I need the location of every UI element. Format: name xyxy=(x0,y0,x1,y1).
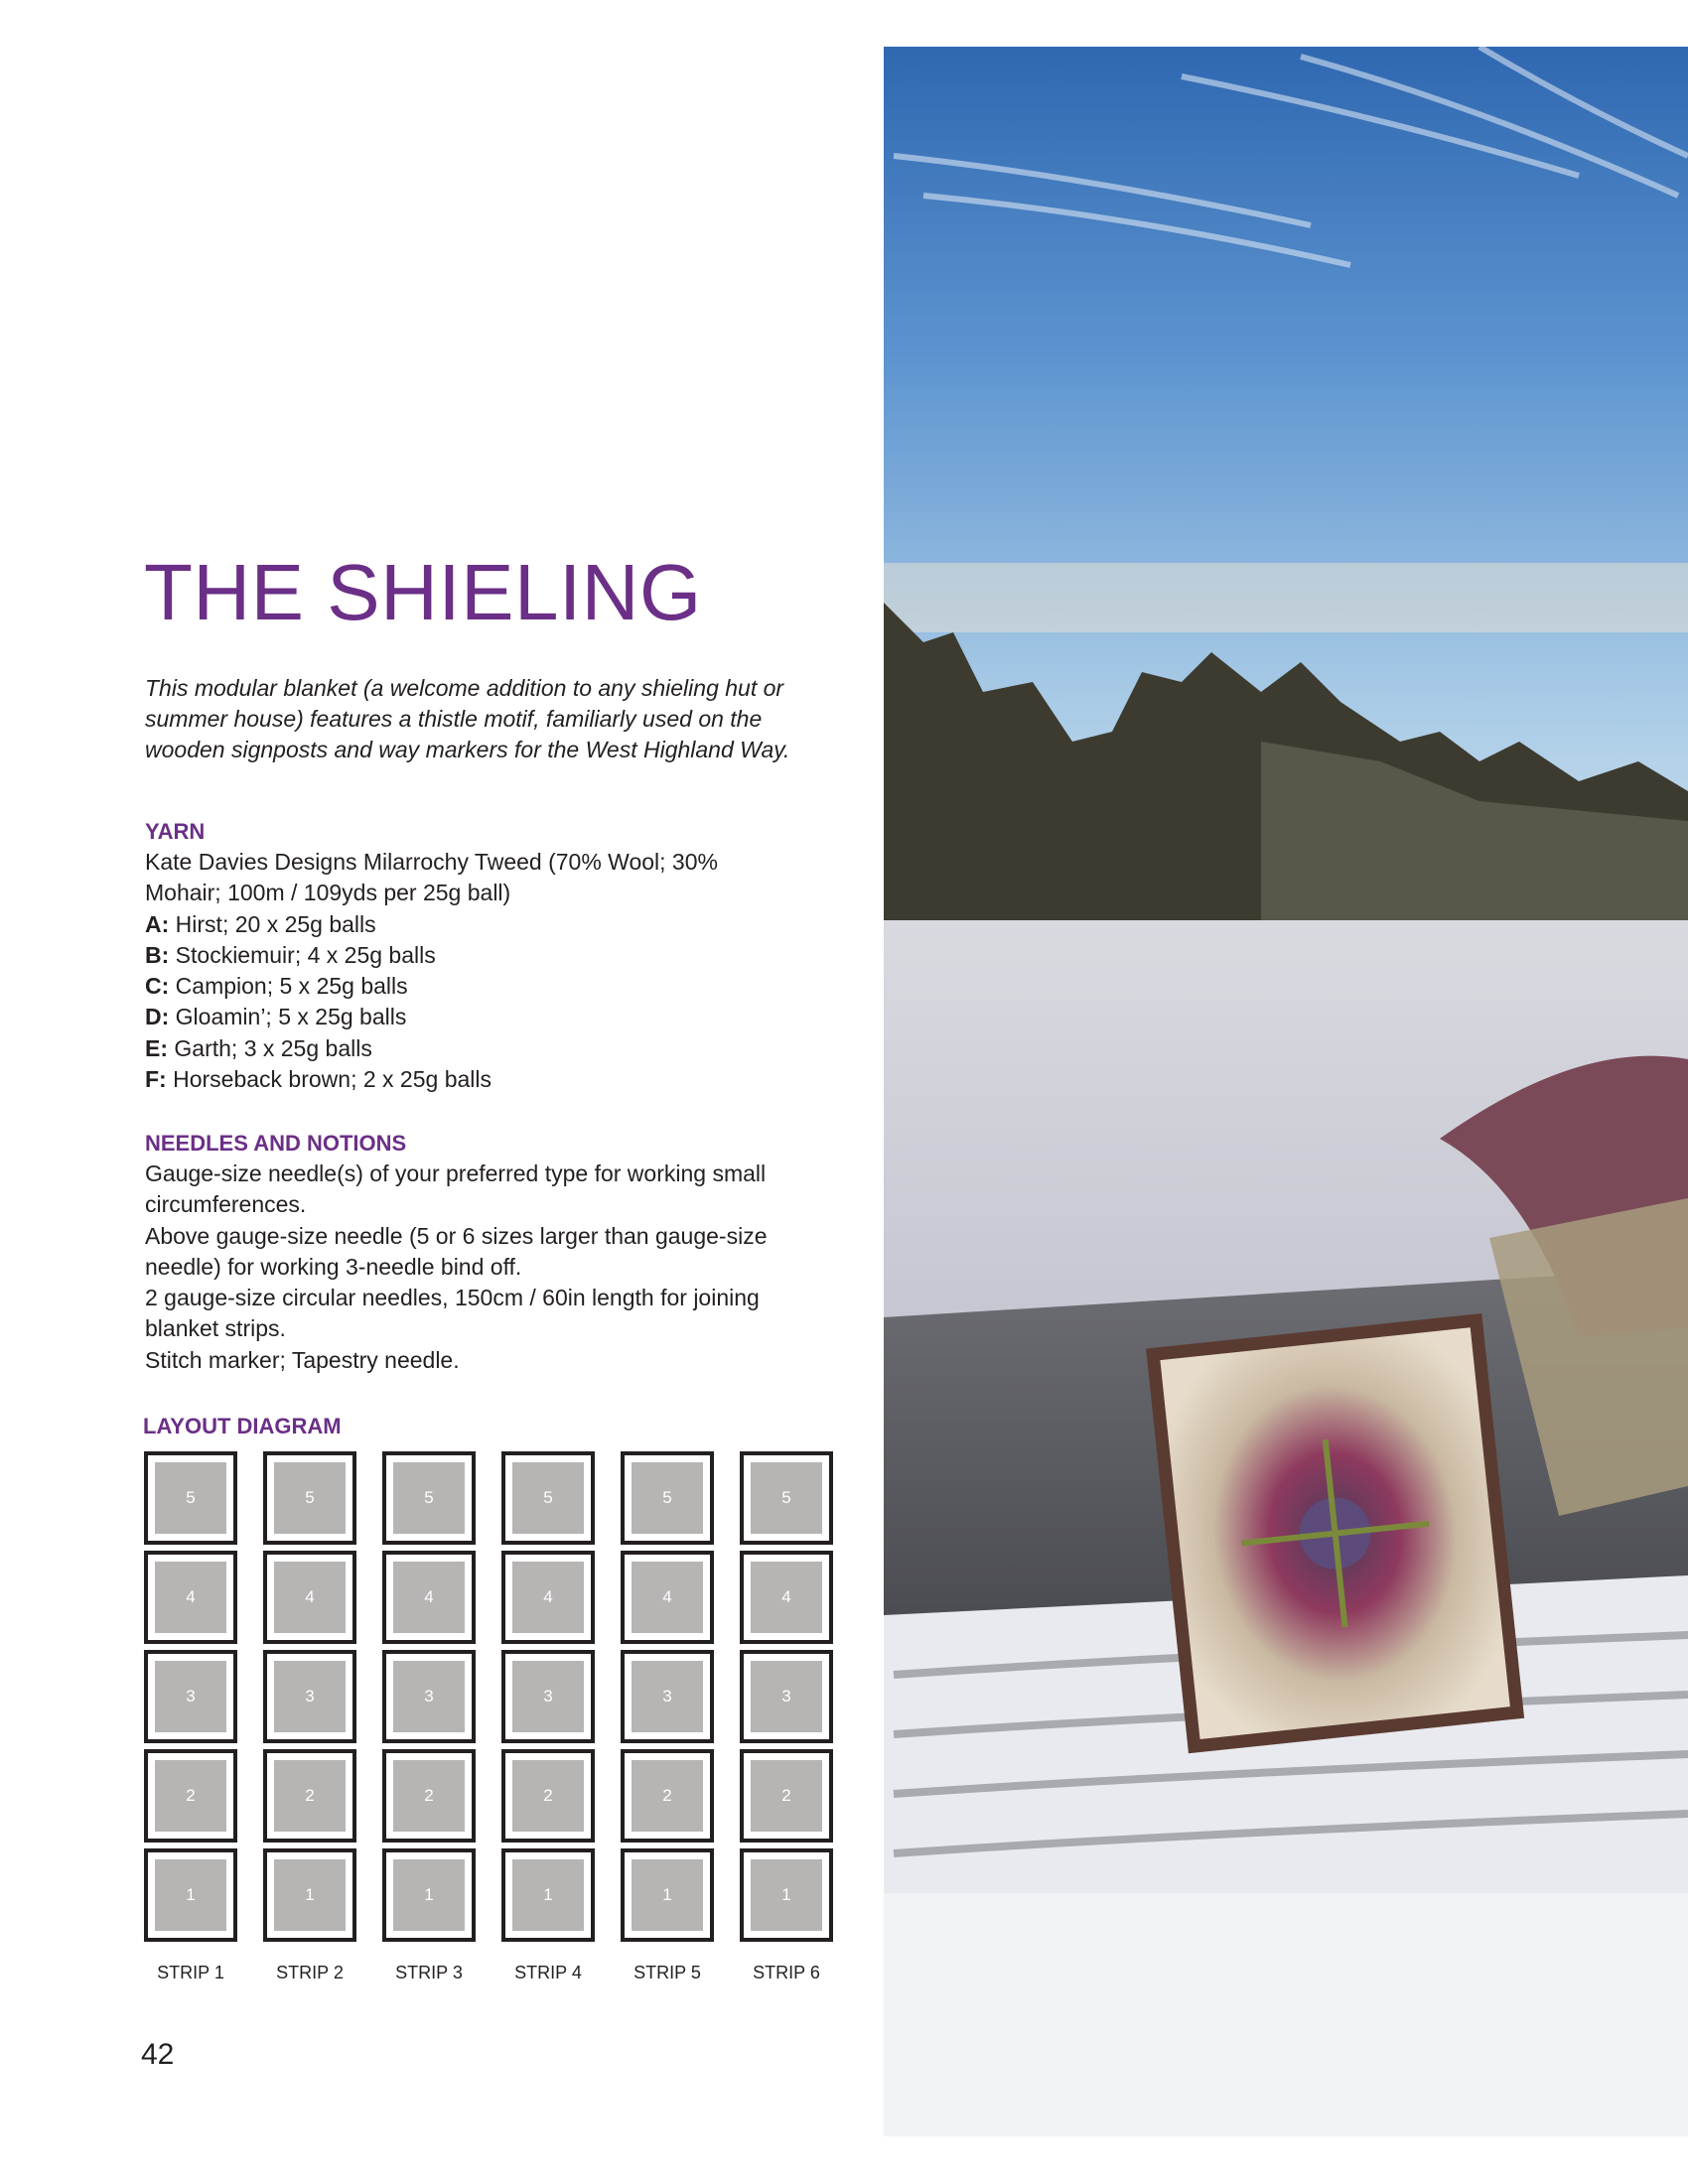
layout-diagram-heading: LAYOUT DIAGRAM xyxy=(143,1414,342,1438)
colour-text: Stockiemuir; 4 x 25g balls xyxy=(169,941,436,968)
diagram-square xyxy=(144,1749,237,1843)
colour-key: B: xyxy=(145,941,170,968)
colour-key: E: xyxy=(145,1034,168,1061)
diagram-square xyxy=(144,1451,237,1545)
diagram-square xyxy=(621,1848,714,1942)
page-title: THE SHIELING xyxy=(144,548,702,636)
colour-key: A: xyxy=(145,910,170,937)
needles-line: Stitch marker; Tapestry needle. xyxy=(145,1346,460,1373)
colour-key: F: xyxy=(145,1066,167,1093)
square-number: 4 xyxy=(632,1562,703,1633)
square-number: 3 xyxy=(393,1661,465,1732)
diagram-square xyxy=(740,1848,833,1942)
diagram-square xyxy=(263,1451,356,1545)
yarn-colour-f xyxy=(145,1064,840,1095)
yarn-heading: YARN xyxy=(145,819,206,844)
diagram-square xyxy=(501,1848,595,1942)
square-number: 1 xyxy=(274,1859,346,1931)
diagram-square xyxy=(382,1451,476,1545)
square-number: 5 xyxy=(155,1462,226,1534)
diagram-square xyxy=(621,1650,714,1743)
diagram-square xyxy=(501,1650,595,1743)
square-number: 2 xyxy=(274,1760,346,1832)
needles-line: needle) for working 3-needle bind off. xyxy=(145,1253,522,1280)
needles-line: 2 gauge-size circular needles, 150cm / 60in length for joining xyxy=(145,1285,760,1311)
yarn-colour-a xyxy=(145,909,840,940)
yarn-line: Kate Davies Designs Milarrochy Tweed (70% Wool; 30% xyxy=(145,849,718,875)
page-number: 42 xyxy=(141,2038,175,2071)
needles-line: Gauge-size needle(s) of your preferred type for working small xyxy=(145,1160,767,1186)
needles-line: circumferences. xyxy=(145,1191,307,1218)
needles-line: blanket strips. xyxy=(145,1315,286,1342)
intro-paragraph: This modular blanket (a welcome addition to any shieling hut or summer house) features a thistle motif, familiarly used on the wooden signposts and way markers for the West Highland Way. xyxy=(145,675,790,762)
colour-text: Hirst; 20 x 25g balls xyxy=(169,910,376,937)
strip-label: STRIP 5 xyxy=(633,1963,701,1982)
square-number: 3 xyxy=(512,1661,584,1732)
square-number: 2 xyxy=(393,1760,465,1832)
square-number: 1 xyxy=(512,1859,584,1931)
colour-key: D: xyxy=(145,1004,170,1030)
strip-label: STRIP 3 xyxy=(395,1963,463,1982)
square-number: 1 xyxy=(751,1859,822,1931)
square-number: 3 xyxy=(632,1661,703,1732)
strip-label: STRIP 2 xyxy=(276,1963,344,1982)
diagram-square xyxy=(382,1650,476,1743)
yarn-line: Mohair; 100m / 109yds per 25g ball) xyxy=(145,880,511,906)
diagram-square xyxy=(501,1749,595,1843)
square-number: 2 xyxy=(512,1760,584,1832)
square-number: 3 xyxy=(274,1661,346,1732)
square-number: 4 xyxy=(274,1562,346,1633)
needles-line: Above gauge-size needle (5 or 6 sizes larger than gauge-size xyxy=(145,1222,768,1249)
yarn-section xyxy=(145,847,840,1095)
diagram-square xyxy=(740,1451,833,1545)
square-number: 1 xyxy=(155,1859,226,1931)
diagram-square xyxy=(621,1749,714,1843)
square-number: 5 xyxy=(751,1462,822,1534)
yarn-colour-e xyxy=(145,1033,840,1064)
square-number: 1 xyxy=(632,1859,703,1931)
diagram-square xyxy=(740,1551,833,1644)
square-number: 1 xyxy=(393,1859,465,1931)
needles-section xyxy=(145,1159,840,1376)
blanket-photo-image xyxy=(884,47,1688,2136)
square-number: 5 xyxy=(512,1462,584,1534)
diagram-square xyxy=(144,1848,237,1942)
square-number: 3 xyxy=(155,1661,226,1732)
square-number: 3 xyxy=(751,1661,822,1732)
diagram-square xyxy=(501,1451,595,1545)
square-number: 5 xyxy=(274,1462,346,1534)
diagram-square xyxy=(382,1749,476,1843)
diagram-square xyxy=(263,1650,356,1743)
square-number: 2 xyxy=(155,1760,226,1832)
square-number: 5 xyxy=(632,1462,703,1534)
yarn-colour-b xyxy=(145,940,840,971)
colour-key: C: xyxy=(145,973,170,1000)
blanket-photo xyxy=(884,47,1688,2136)
colour-text: Gloamin’; 5 x 25g balls xyxy=(169,1004,407,1030)
diagram-square xyxy=(382,1848,476,1942)
strip-label: STRIP 4 xyxy=(514,1963,582,1982)
square-number: 4 xyxy=(155,1562,226,1633)
square-number: 2 xyxy=(751,1760,822,1832)
square-number: 5 xyxy=(393,1462,465,1534)
strip-label: STRIP 6 xyxy=(753,1963,820,1982)
diagram-square xyxy=(263,1848,356,1942)
square-number: 2 xyxy=(632,1760,703,1832)
square-number: 4 xyxy=(393,1562,465,1633)
needles-heading: NEEDLES AND NOTIONS xyxy=(145,1131,407,1156)
diagram-square xyxy=(263,1749,356,1843)
diagram-square xyxy=(382,1551,476,1644)
diagram-square xyxy=(621,1551,714,1644)
diagram-square xyxy=(501,1551,595,1644)
square-number: 4 xyxy=(512,1562,584,1633)
diagram-square xyxy=(144,1650,237,1743)
yarn-colour-c xyxy=(145,971,840,1002)
diagram-square xyxy=(621,1451,714,1545)
colour-text: Garth; 3 x 25g balls xyxy=(168,1034,372,1061)
diagram-square xyxy=(740,1650,833,1743)
colour-text: Campion; 5 x 25g balls xyxy=(169,973,408,1000)
colour-text: Horseback brown; 2 x 25g balls xyxy=(166,1066,492,1093)
diagram-square xyxy=(740,1749,833,1843)
yarn-colour-d xyxy=(145,1002,840,1032)
diagram-square xyxy=(263,1551,356,1644)
strip-label: STRIP 1 xyxy=(157,1963,224,1982)
square-number: 4 xyxy=(751,1562,822,1633)
diagram-square xyxy=(144,1551,237,1644)
